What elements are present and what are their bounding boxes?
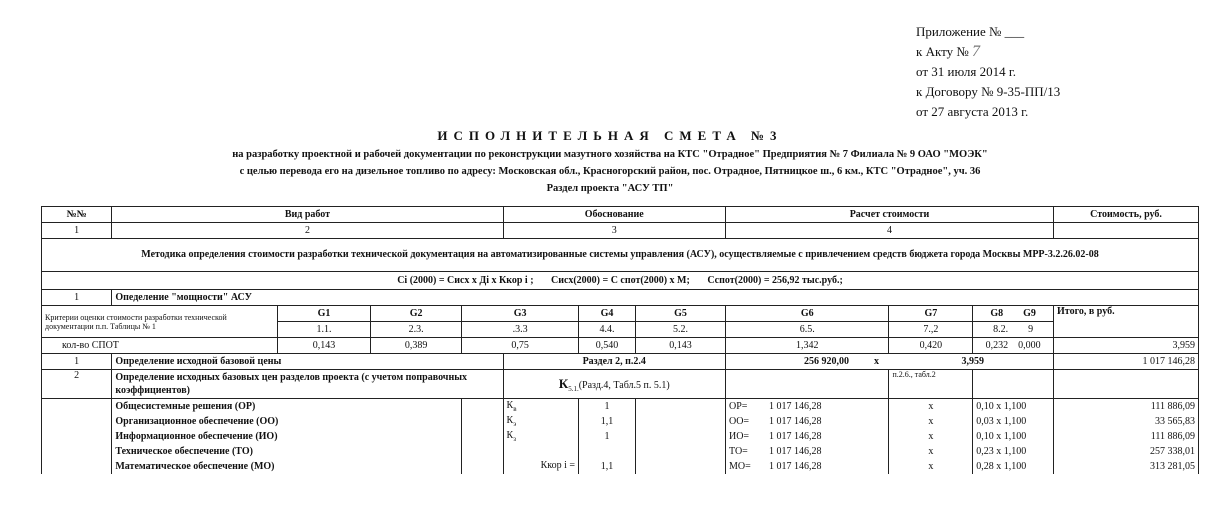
head-cost: Стоимость, руб.: [1054, 207, 1199, 223]
power-row-title: Опеделение "мощности" АСУ: [112, 290, 1199, 306]
row-blank: [42, 429, 112, 444]
row-k: [503, 429, 579, 444]
row-blank: [42, 444, 112, 459]
g4-label: G4: [579, 306, 636, 322]
row-x: х: [889, 444, 973, 459]
g4-ref: 4.4.: [579, 322, 636, 338]
row-blank: [462, 459, 503, 474]
document-subtitle-2: с целью перевода его на дизельное топливо по адресу: Московская обл., Красногорский район, пос. Отрадное, Пятницкое ш., 6 км., КТС "Отрадное", уч. 36: [239, 166, 981, 177]
spot-label: кол-во СПОТ: [42, 338, 278, 354]
table-row: [42, 444, 1199, 459]
row-coefs: [973, 429, 1054, 444]
row-blank: [635, 429, 725, 444]
row-c1: 0,28: [976, 461, 994, 472]
g8-label: G8: [990, 308, 1004, 319]
head-num-3: 3: [503, 223, 725, 239]
criteria-label: Критерии оценки стоимости разработки технической документации п.п. Таблицы № 1: [42, 306, 278, 338]
row-x: х: [889, 429, 973, 444]
row-x: х: [889, 459, 973, 474]
g7-label: G7: [889, 306, 973, 322]
formula-row: [42, 272, 1199, 290]
table-row: [42, 399, 1199, 415]
sec2-title: Определение исходных базовых цен разделов проекта (с учетом поправочных коэффициентов): [112, 370, 503, 399]
formula-3: Сспот(2000) = 256,92 тыс.руб.;: [707, 275, 843, 286]
row-blank: [42, 414, 112, 429]
head-calc: Расчет стоимости: [725, 207, 1053, 223]
row-c1: 0,10: [976, 401, 994, 412]
head-num: №№: [42, 207, 112, 223]
row-code: ОО=: [728, 416, 750, 427]
method-row: [42, 239, 1199, 272]
row-k: [503, 414, 579, 429]
sec2-k-sub: 5.1.: [568, 384, 579, 393]
row-name: Информационное обеспечение (ИО): [112, 429, 462, 444]
g6-label: G6: [725, 306, 889, 322]
g1-label: G1: [277, 306, 370, 322]
row-c1: 0,10: [976, 431, 994, 442]
g5-label: G5: [635, 306, 725, 322]
sec2-k-label: К: [558, 375, 569, 391]
row-blank: [635, 399, 725, 415]
row-blank: [462, 414, 503, 429]
power-row: [42, 290, 1199, 306]
total-label: Итого, в руб.: [1054, 306, 1199, 338]
base-num: 1: [42, 354, 112, 370]
spot-g8-g9: [973, 338, 1054, 354]
row-k-sub: в: [513, 405, 517, 413]
appendix-line: Приложение № ___: [916, 24, 1025, 39]
row-total: 33 565,83: [1054, 414, 1199, 429]
row-name: Организационное обеспечение (ОО): [112, 414, 462, 429]
spot-g7: 0,420: [889, 338, 973, 354]
head-num-4: 4: [725, 223, 1053, 239]
row-name: Общесистемные решения (ОР): [112, 399, 462, 415]
row-k-value: 1: [579, 399, 636, 415]
row-c1: 0,23: [976, 446, 994, 457]
row-k: [503, 444, 579, 459]
row-blank: [635, 444, 725, 459]
g6-ref: 6.5.: [725, 322, 889, 338]
g8-ref: 8.2.: [993, 324, 1009, 335]
base-ref: Раздел 2, п.2.4: [503, 354, 725, 370]
spot-g6: 1,342: [725, 338, 889, 354]
table-row: [42, 429, 1199, 444]
head-basis: Обоснование: [503, 207, 725, 223]
base-calc-b: 3,959: [961, 356, 984, 367]
row-calc: [725, 399, 889, 415]
base-calc-a: 256 920,00: [803, 356, 849, 367]
row-k-value: 1: [579, 429, 636, 444]
row-base: 1 017 146,28: [768, 431, 822, 442]
row-coefs: [973, 459, 1054, 474]
row-k-name: К: [506, 400, 514, 411]
base-price-row: [42, 354, 1199, 370]
row-k-sub: э: [513, 420, 517, 428]
g9-ref: 9: [1028, 324, 1034, 335]
spot-g8: 0,232: [985, 340, 1009, 351]
row-base: 1 017 146,28: [768, 446, 822, 457]
document-subtitle-1: на разработку проектной и рабочей документации по реконструкции мазутного хозяйства на КТС "Отрадное" Предприятия № 7 Филиала № 9 ОАО "МОЭК": [232, 149, 988, 160]
row-x: х: [889, 414, 973, 429]
spot-g2: 0,389: [371, 338, 462, 354]
g8-g9-refs: [973, 322, 1054, 338]
row-total: 111 886,09: [1054, 429, 1199, 444]
g3-label: G3: [462, 306, 579, 322]
row-k-value: 1,1: [579, 459, 636, 474]
row-code: ОР=: [728, 401, 748, 412]
g2-ref: 2.3.: [371, 322, 462, 338]
head-num-1: 1: [42, 223, 112, 239]
base-calc-x: х: [873, 356, 879, 367]
row-k-value: [579, 444, 636, 459]
g1-ref: 1.1.: [277, 322, 370, 338]
method-text: Методика определения стоимости разработки технической документация на автоматизированные системы управления (АСУ), осуществляемые с привлечением средств бюджета города Москвы МРР-3.2.26.02-08: [42, 239, 1199, 272]
row-k-name: К: [506, 430, 514, 441]
sec2-k: [503, 370, 725, 399]
sec2-p-ref: п.2.6., табл.2: [889, 370, 973, 399]
spot-total: 3,959: [1054, 338, 1199, 354]
document-header: [916, 22, 1060, 122]
row-name: Математическое обеспечение (МО): [112, 459, 462, 474]
row-c2: х 1,100: [996, 431, 1027, 442]
row-calc: [725, 444, 889, 459]
spot-g3: 0,75: [462, 338, 579, 354]
formula-2: Сисх(2000) = С спот(2000) х М;: [551, 275, 690, 286]
row-coefs: [973, 414, 1054, 429]
g2-label: G2: [371, 306, 462, 322]
project-section: Раздел проекта "АСУ ТП": [546, 183, 674, 194]
row-base: 1 017 146,28: [768, 401, 822, 412]
table-row: [42, 414, 1199, 429]
table-head-nums-row: [42, 223, 1199, 239]
row-k: [503, 459, 579, 474]
table-row: [42, 459, 1199, 474]
row-c2: х 1,100: [996, 401, 1027, 412]
spot-g5: 0,143: [635, 338, 725, 354]
row-code: МО=: [728, 461, 751, 472]
g3-ref: .3.3: [462, 322, 579, 338]
head-num-2: 2: [112, 223, 503, 239]
formula-text: [42, 272, 1199, 290]
row-c2: х 1,100: [996, 416, 1027, 427]
row-c1: 0,03: [976, 416, 994, 427]
row-total: 313 281,05: [1054, 459, 1199, 474]
spot-g4: 0,540: [579, 338, 636, 354]
formula-1: Ci (2000) = Сисх х Дi х Ккор i ;: [397, 275, 534, 286]
head-num-5: [1054, 223, 1199, 239]
row-x: х: [889, 399, 973, 415]
head-work: Вид работ: [112, 207, 503, 223]
spot-g9: 0,000: [1018, 340, 1041, 351]
row-calc: [725, 459, 889, 474]
row-base: 1 017 146,28: [768, 416, 822, 427]
contract-line: к Договору № 9-35-ПП/13: [916, 84, 1061, 99]
sec2-blank-1: [725, 370, 889, 399]
power-row-num: 1: [42, 290, 112, 306]
act-date-line: от 31 июля 2014 г.: [916, 64, 1016, 79]
spot-row: [42, 338, 1199, 354]
row-base: 1 017 146,28: [768, 461, 822, 472]
row-blank: [635, 414, 725, 429]
row-k-name: К: [506, 415, 514, 426]
estimate-table: [41, 206, 1199, 474]
row-name: Техническое обеспечение (ТО): [112, 444, 462, 459]
row-blank: [462, 399, 503, 415]
row-coefs: [973, 444, 1054, 459]
row-code: ТО=: [728, 446, 748, 457]
handwritten-act-number: 7: [972, 43, 981, 60]
row-k-sub: з: [513, 435, 516, 443]
spot-g1: 0,143: [277, 338, 370, 354]
document-title: ИСПОЛНИТЕЛЬНАЯ СМЕТА №3: [437, 128, 783, 143]
sec2-row: [42, 370, 1199, 399]
row-k-value: 1,1: [579, 414, 636, 429]
row-blank: [635, 459, 725, 474]
contract-date-line: от 27 августа 2013 г.: [916, 104, 1029, 119]
sec2-k-ref: (Разд.4, Табл.5 п. 5.1): [578, 379, 670, 391]
row-coefs: [973, 399, 1054, 415]
g8-g9-labels: [973, 306, 1054, 322]
row-k-name: Ккор i =: [540, 460, 576, 471]
row-blank: [42, 399, 112, 415]
base-total: 1 017 146,28: [1054, 354, 1199, 370]
base-title: Определение исходной базовой цены: [112, 354, 503, 370]
row-c2: х 1,100: [996, 461, 1027, 472]
row-total: 111 886,09: [1054, 399, 1199, 415]
row-code: ИО=: [728, 431, 750, 442]
base-calc: [725, 354, 1053, 370]
row-calc: [725, 414, 889, 429]
row-k: [503, 399, 579, 415]
row-total: 257 338,01: [1054, 444, 1199, 459]
act-line: к Акту № 7: [916, 43, 981, 60]
g7-ref: 7.,2: [889, 322, 973, 338]
sec2-blank-2: [973, 370, 1054, 399]
row-calc: [725, 429, 889, 444]
sec2-num: 2: [42, 370, 112, 399]
row-blank: [42, 459, 112, 474]
row-blank: [462, 444, 503, 459]
criteria-row: [42, 306, 1199, 322]
row-c2: х 1,100: [996, 446, 1027, 457]
g5-ref: 5.2.: [635, 322, 725, 338]
sec2-blank-3: [1054, 370, 1199, 399]
g9-label: G9: [1023, 308, 1036, 319]
table-head-row: [42, 207, 1199, 223]
row-blank: [462, 429, 503, 444]
